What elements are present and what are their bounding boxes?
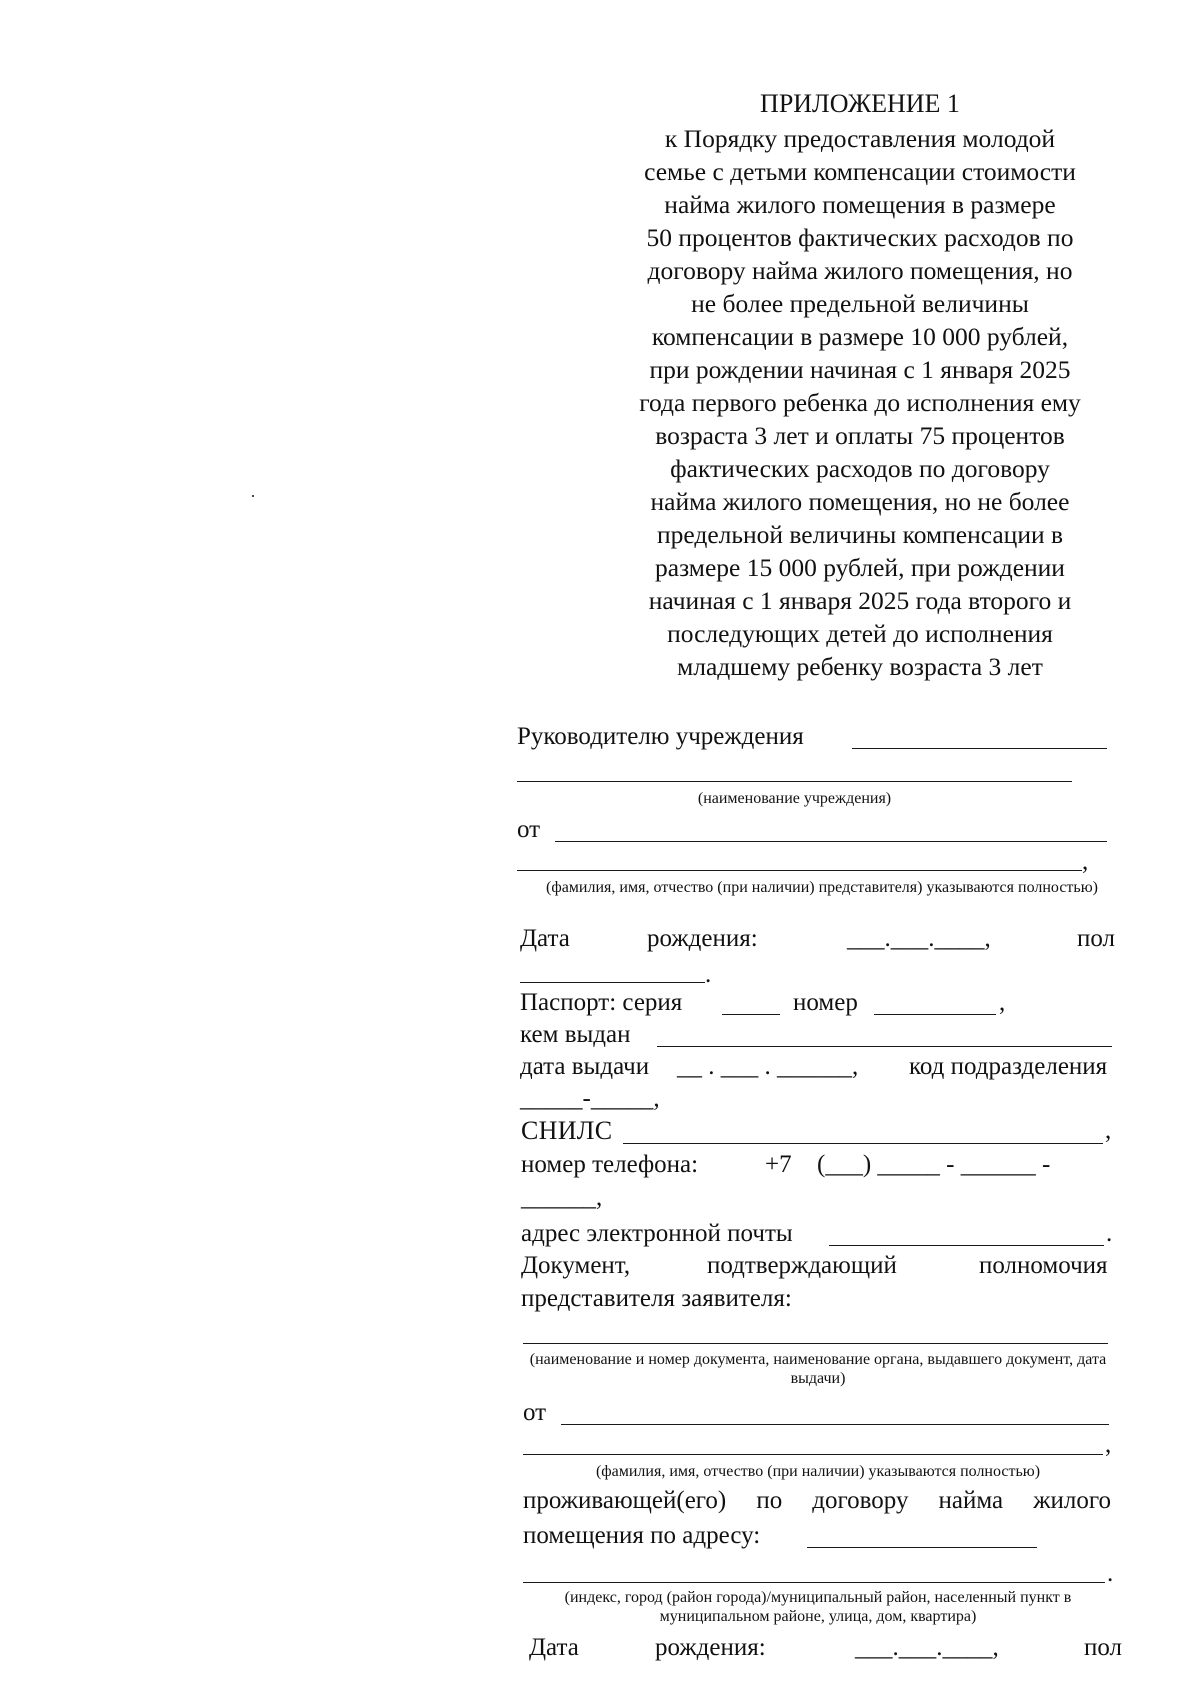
- authority-doc-word3: полномочия: [979, 1252, 1108, 1279]
- appendix-line: 50 процентов фактических расходов по: [646, 223, 1074, 252]
- application-form: Руководителю учреждения (наименование учреждения) от , (фамилия, имя, отчество (при наличии) представителя) указываются полностью) Дата рождения: ___.___.____, пол . Паспорт: серия номер , кем выдан дата выдачи __ . ___ . ______, код подразделения _____-_____, СНИЛС , номер телефона: +7 (___) _____ - ______ - ______, адрес электронной почты . Документ, подтверждающий полномочия представителя заявителя: (наименование и номер документа, наименование органа, выдавшего документ, дата выдачи) от , (фамилия, имя, отчество (при наличии) указываются полностью) проживающей(его) по договору найма жилого помещения по адресу: . (индекс, город (район города)/муниципальный район, населенный пункт в муниципальном районе, улица, дом, квартира) Дата рождения: ___.___.____, пол: [517, 0, 1127, 1693]
- email-blank[interactable]: [829, 1245, 1104, 1246]
- residing-address-blank[interactable]: [807, 1547, 1037, 1548]
- authority-doc-word2: подтверждающий: [707, 1252, 897, 1279]
- appendix-line: предельной величины компенсации в: [656, 520, 1064, 549]
- birth-date-field[interactable]: ___.___.____,: [847, 925, 991, 952]
- phone-field[interactable]: (___) _____ - ______ -: [817, 1151, 1051, 1178]
- representative-caption: (фамилия, имя, отчество (при наличии) представителя) указываются полностью): [546, 879, 1098, 896]
- birth-date-word-2: рождения:: [655, 1634, 766, 1661]
- passport-number-blank[interactable]: [874, 1014, 996, 1015]
- issue-date-field[interactable]: __ . ___ . ______,: [677, 1053, 859, 1080]
- division-code-label: код подразделения: [909, 1053, 1108, 1080]
- birth-date-word: рождения:: [647, 925, 758, 952]
- birth-date-label-2: Дата: [529, 1634, 579, 1661]
- applicant-blank[interactable]: [523, 1454, 1103, 1455]
- sex-blank[interactable]: [520, 982, 705, 983]
- appendix-line: при рождении начиная с 1 января 2025: [649, 355, 1071, 384]
- division-code-field[interactable]: _____-_____,: [520, 1085, 660, 1112]
- appendix-line: возраста 3 лет и оплаты 75 процентов: [655, 421, 1065, 450]
- issue-date-label: дата выдачи: [520, 1053, 650, 1080]
- institution-caption: (наименование учреждения): [697, 790, 892, 807]
- appendix-line: найма жилого помещения в размере: [664, 190, 1056, 219]
- addressee-label: Руководителю учреждения: [517, 723, 804, 750]
- passport-label: Паспорт: серия: [520, 989, 683, 1016]
- snils-blank[interactable]: [623, 1143, 1103, 1144]
- address-blank[interactable]: [523, 1582, 1105, 1583]
- authority-doc-blank[interactable]: [523, 1343, 1108, 1344]
- applicant-caption: (фамилия, имя, отчество (при наличии) указываются полностью): [595, 1463, 1041, 1480]
- snils-label: СНИЛС: [521, 1116, 613, 1145]
- appendix-line: начиная с 1 января 2025 года второго и: [648, 586, 1072, 615]
- representative-blank[interactable]: [517, 870, 1082, 871]
- residing-line2: помещения по адресу:: [523, 1522, 761, 1549]
- addressee-blank[interactable]: [852, 748, 1107, 749]
- appendix-line: года первого ребенка до исполнения ему: [639, 388, 1081, 417]
- from-blank-2[interactable]: [561, 1424, 1109, 1425]
- phone-prefix: +7: [765, 1151, 792, 1178]
- appendix-line: компенсации в размере 10 000 рублей,: [651, 322, 1069, 351]
- appendix-line: семье с детьми компенсации стоимости: [644, 157, 1076, 186]
- email-label: адрес электронной почты: [521, 1220, 793, 1247]
- appendix-line: не более предельной величины: [691, 289, 1029, 318]
- issued-by-blank[interactable]: [657, 1046, 1112, 1047]
- scan-speck: [252, 495, 254, 497]
- sex-label: пол: [1077, 925, 1116, 952]
- authority-doc-caption: (наименование и номер документа, наименование органа, выдавшего документ, дата выдачи): [529, 1351, 1107, 1387]
- phone-label: номер телефона:: [521, 1151, 699, 1178]
- appendix-line: младшему ребенку возраста 3 лет: [677, 652, 1043, 681]
- issued-by-label: кем выдан: [520, 1021, 631, 1048]
- appendix-line: договору найма жилого помещения, но: [647, 256, 1073, 285]
- appendix-line: последующих детей до исполнения: [667, 619, 1053, 648]
- authority-doc-word1: Документ,: [521, 1252, 631, 1279]
- appendix-line: фактических расходов по договору: [670, 454, 1050, 483]
- from-blank[interactable]: [555, 841, 1107, 842]
- appendix-line: размере 15 000 рублей, при рождении: [655, 553, 1065, 582]
- passport-series-blank[interactable]: [722, 1014, 780, 1015]
- institution-blank[interactable]: [517, 781, 1072, 782]
- residing-line1: проживающей(его) по договору найма жилого: [523, 1487, 1111, 1514]
- birth-date-label: Дата: [520, 925, 570, 952]
- sex-label-2: пол: [1084, 1634, 1123, 1661]
- birth-date-field-2[interactable]: ___.___.____,: [855, 1634, 999, 1661]
- from-label: от: [517, 816, 541, 843]
- from-label-2: от: [523, 1399, 547, 1426]
- appendix-line: найма жилого помещения, но не более: [650, 487, 1070, 516]
- passport-number-label: номер: [793, 989, 858, 1016]
- phone-tail-field[interactable]: ______,: [521, 1184, 603, 1211]
- appendix-title: ПРИЛОЖЕНИЕ 1: [760, 89, 960, 118]
- authority-doc-line2: представителя заявителя:: [521, 1285, 792, 1312]
- address-caption: (индекс, город (район города)/муниципальный район, населенный пункт в муниципальном районе, улица, дом, квартира): [564, 1589, 1072, 1625]
- appendix-line: к Порядку предоставления молодой: [664, 124, 1056, 153]
